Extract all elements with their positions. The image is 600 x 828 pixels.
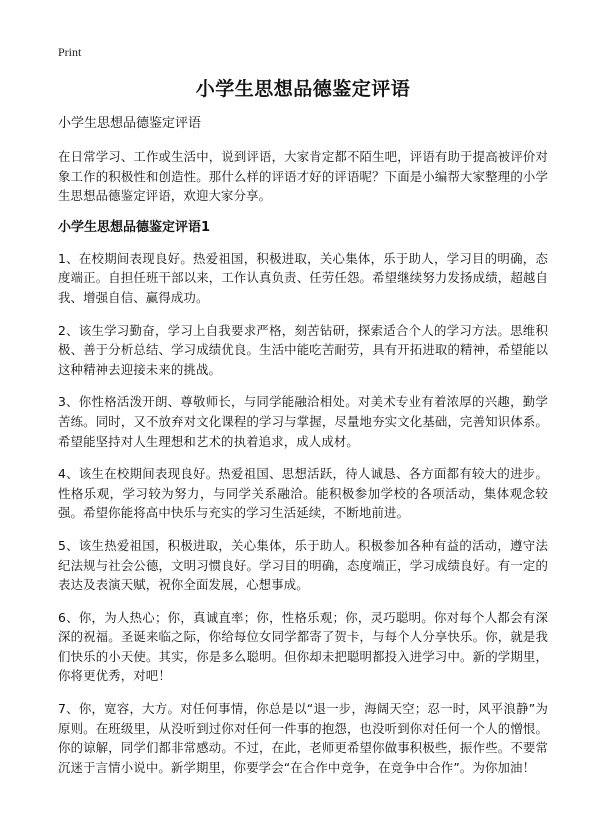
print-link[interactable]: Print (58, 45, 82, 59)
comment-paragraph: 7、你，宽容，大方。对任何事情，你总是以“退一步，海阔天空；忍一时，风平浪静”为原则。在班级里，从没听到过你对任何一件事的抱怨，也没听到你对任何一个人的憎恨。你的谅解，同学们都非常感动。不过，在此，老师更希望你做事积极些，振作些。不要常沉迷于言情小说中。新学期里，你要学会“在合作中竞争，在竞争中合作”。为你加油！ (58, 701, 548, 775)
comment-paragraph: 3、你性格活泼开朗、尊敬师长，与同学能融洽相处。对美术专业有着浓厚的兴趣，勤学苦练。同时，又不放弃对文化课程的学习与掌握，尽量地夯实文化基础，完善知识体系。希望能坚持对人生理想和艺术的执着追求，成人成材。 (58, 394, 548, 449)
page-title: 小学生思想品德鉴定评语 (195, 78, 411, 100)
comment-paragraph: 2、该生学习勤奋，学习上自我要求严格，刻苦钻研，探索适合个人的学习方法。思维积极、善于分析总结、学习成绩优良。生活中能吃苦耐劳，具有开拓进取的精神，希望能以这种精神去迎接未来的挑战。 (58, 322, 548, 377)
comment-paragraph: 1、在校期间表现良好。热爱祖国，积极进取，关心集体，乐于助人，学习目的明确，态度端正。自担任班干部以来，工作认真负责、任劳任怨。希望继续努力发扬成绩，超越自我、增强自信、赢得成功。 (58, 250, 548, 305)
intro-paragraph: 在日常学习、工作或生活中，说到评语，大家肯定都不陌生吧，评语有助于提高被评价对象工作的积极性和创造性。那什么样的评语才好的评语呢？下面是小编帮大家整理的小学生思想品德鉴定评语，欢迎大家分享。 (58, 149, 548, 204)
subtitle: 小学生思想品德鉴定评语 (58, 116, 202, 131)
comment-paragraph: 6、你，为人热心；你，真诚直率；你，性格乐观；你，灵巧聪明。你对每个人都会有深深的祝福。圣诞来临之际，你给每位女同学都寄了贺卡，与每个人分享快乐。你，就是我们快乐的小天使。其实，你是多么聪明。但你却未把聪明都投入进学习中。新的学期里，你将更优秀，对吧！ (58, 609, 548, 684)
section-heading: 小学生思想品德鉴定评语1 (58, 219, 211, 235)
comment-paragraph: 5、该生热爱祖国，积极进取，关心集体，乐于助人。积极参加各种有益的活动，遵守法纪法规与社会公德，文明习惯良好。学习目的明确，态度端正，学习成绩良好。有一定的表达及表演天赋，祝你全面发展，心想事成。 (58, 537, 548, 593)
comment-paragraph: 4、该生在校期间表现良好。热爱祖国、思想活跃，待人诚恳、各方面都有较大的进步。性格乐观，学习较为努力，与同学关系融洽。能积极参加学校的各项活动，集体观念较强。希望你能将高中快乐与充实的学习生活延续，不断地前进。 (58, 466, 548, 521)
